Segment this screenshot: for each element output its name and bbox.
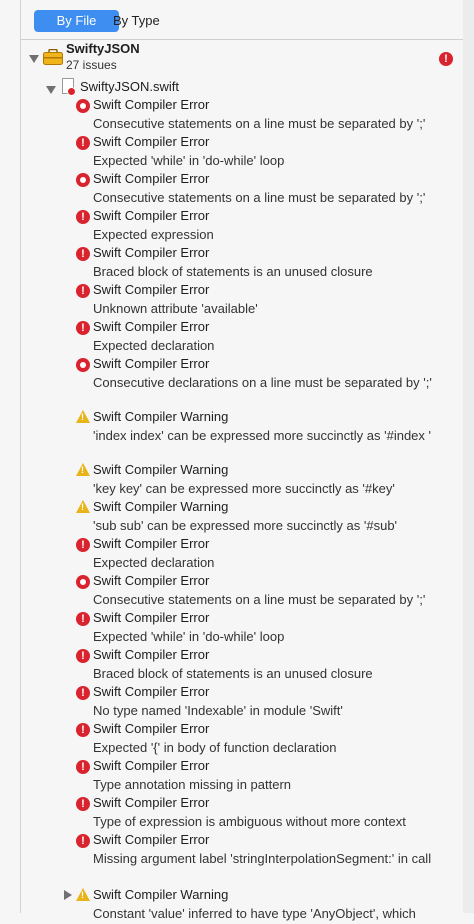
issue-type: Swift Compiler Error — [93, 282, 210, 297]
error-exclamation-icon: ! — [76, 760, 90, 774]
by-type-tab[interactable]: By Type — [113, 13, 160, 28]
issue-message: 'sub sub' can be expressed more succinctly as '#sub' — [93, 518, 398, 533]
file-name: SwiftyJSON.swift — [80, 79, 179, 94]
issue-type: Swift Compiler Error — [93, 795, 210, 810]
issue-message: 'index index' can be expressed more succinctly as '#index ' — [93, 428, 431, 443]
disclosure-expanded-icon[interactable] — [29, 55, 39, 63]
error-exclamation-icon: ! — [76, 284, 90, 298]
issue-type: Swift Compiler Error — [93, 319, 210, 334]
issue-row[interactable] — [21, 356, 463, 409]
issue-row[interactable] — [21, 134, 463, 171]
error-exclamation-icon: ! — [76, 321, 90, 335]
issue-message: Expected 'while' in 'do-while' loop — [93, 629, 285, 644]
issue-type: Swift Compiler Error — [93, 245, 210, 260]
error-circle-icon — [76, 358, 90, 372]
issue-row[interactable] — [21, 245, 463, 282]
issue-type: Swift Compiler Error — [93, 97, 210, 112]
issue-message: Unknown attribute 'available' — [93, 301, 258, 316]
issue-type: Swift Compiler Error — [93, 134, 210, 149]
issue-row[interactable] — [21, 409, 463, 462]
issue-type: Swift Compiler Error — [93, 356, 210, 371]
issue-navigator — [20, 0, 464, 921]
error-circle-icon — [76, 99, 90, 113]
error-exclamation-icon: ! — [76, 210, 90, 224]
error-circle-icon — [76, 173, 90, 187]
issue-message: Expected declaration — [93, 555, 215, 570]
issue-type: Swift Compiler Warning — [93, 499, 229, 514]
error-exclamation-icon: ! — [76, 797, 90, 811]
error-exclamation-icon: ! — [76, 649, 90, 663]
disclosure-expanded-icon[interactable] — [46, 86, 56, 94]
issue-row[interactable] — [21, 319, 463, 356]
issue-row[interactable] — [21, 610, 463, 647]
issue-type: Swift Compiler Error — [93, 758, 210, 773]
issue-message: Braced block of statements is an unused closure — [93, 666, 373, 681]
issue-message: Expected declaration — [93, 338, 215, 353]
error-circle-icon — [76, 575, 90, 589]
issue-row[interactable] — [21, 795, 463, 832]
issue-row[interactable] — [21, 536, 463, 573]
issue-type: Swift Compiler Error — [93, 832, 210, 847]
issue-message: Consecutive statements on a line must be separated by ';' — [93, 116, 426, 131]
warning-icon — [76, 500, 90, 513]
issue-message: Consecutive statements on a line must be separated by ';' — [93, 592, 426, 607]
error-exclamation-icon: ! — [76, 247, 90, 261]
issue-type: Swift Compiler Error — [93, 208, 210, 223]
issue-type: Swift Compiler Error — [93, 610, 210, 625]
issue-message: Constant 'value' inferred to have type 'AnyObject', which — [93, 906, 416, 921]
issue-message: Expected expression — [93, 227, 214, 242]
file-error-icon — [67, 87, 76, 96]
issue-message: Type annotation missing in pattern — [93, 777, 292, 792]
issue-row[interactable] — [21, 499, 463, 536]
issue-row[interactable] — [21, 282, 463, 319]
issue-message: Expected '{' in body of function declaration — [93, 740, 337, 755]
issue-message: No type named 'Indexable' in module 'Swift' — [93, 703, 343, 718]
issue-row[interactable] — [21, 171, 463, 208]
issue-message: Missing argument label 'stringInterpolationSegment:' in call — [93, 851, 432, 866]
issue-type: Swift Compiler Error — [93, 647, 210, 662]
swift-file-icon — [62, 78, 74, 94]
issue-row[interactable] — [21, 684, 463, 721]
issue-type: Swift Compiler Error — [93, 573, 210, 588]
warning-icon — [76, 410, 90, 423]
issue-type: Swift Compiler Warning — [93, 409, 229, 424]
file-row[interactable] — [21, 78, 463, 98]
issue-message: Consecutive declarations on a line must be separated by ';' — [93, 375, 432, 390]
issue-row[interactable] — [21, 887, 463, 924]
error-exclamation-icon: ! — [76, 538, 90, 552]
by-file-tab[interactable]: By File — [34, 10, 119, 32]
issue-type: Swift Compiler Error — [93, 684, 210, 699]
issue-row[interactable] — [21, 208, 463, 245]
project-error-icon: ! — [439, 52, 453, 66]
error-exclamation-icon: ! — [76, 612, 90, 626]
issue-type: Swift Compiler Error — [93, 536, 210, 551]
issue-type: Swift Compiler Warning — [93, 887, 229, 902]
project-name: SwiftyJSON — [66, 41, 140, 56]
editor-edge — [463, 0, 474, 913]
issue-type: Swift Compiler Error — [93, 721, 210, 736]
issue-row[interactable] — [21, 462, 463, 499]
disclosure-collapsed-icon[interactable] — [64, 890, 72, 900]
project-row[interactable] — [21, 40, 463, 76]
scope-bar — [21, 0, 463, 40]
issue-row[interactable] — [21, 721, 463, 758]
briefcase-icon — [43, 49, 63, 65]
issue-message: Braced block of statements is an unused closure — [93, 264, 373, 279]
warning-icon — [76, 888, 90, 901]
issue-row[interactable] — [21, 573, 463, 610]
issue-type: Swift Compiler Warning — [93, 462, 229, 477]
issue-row[interactable] — [21, 758, 463, 795]
issue-row[interactable] — [21, 832, 463, 887]
error-exclamation-icon: ! — [76, 723, 90, 737]
error-exclamation-icon: ! — [76, 686, 90, 700]
issue-row[interactable] — [21, 647, 463, 684]
warning-icon — [76, 463, 90, 476]
issue-row[interactable] — [21, 97, 463, 134]
issue-message: 'key key' can be expressed more succinctly as '#key' — [93, 481, 395, 496]
issue-message: Expected 'while' in 'do-while' loop — [93, 153, 285, 168]
issue-message: Type of expression is ambiguous without more context — [93, 814, 406, 829]
issue-type: Swift Compiler Error — [93, 171, 210, 186]
error-exclamation-icon: ! — [76, 136, 90, 150]
error-exclamation-icon: ! — [76, 834, 90, 848]
issue-count: 27 issues — [66, 58, 117, 72]
issue-message: Consecutive statements on a line must be separated by ';' — [93, 190, 426, 205]
